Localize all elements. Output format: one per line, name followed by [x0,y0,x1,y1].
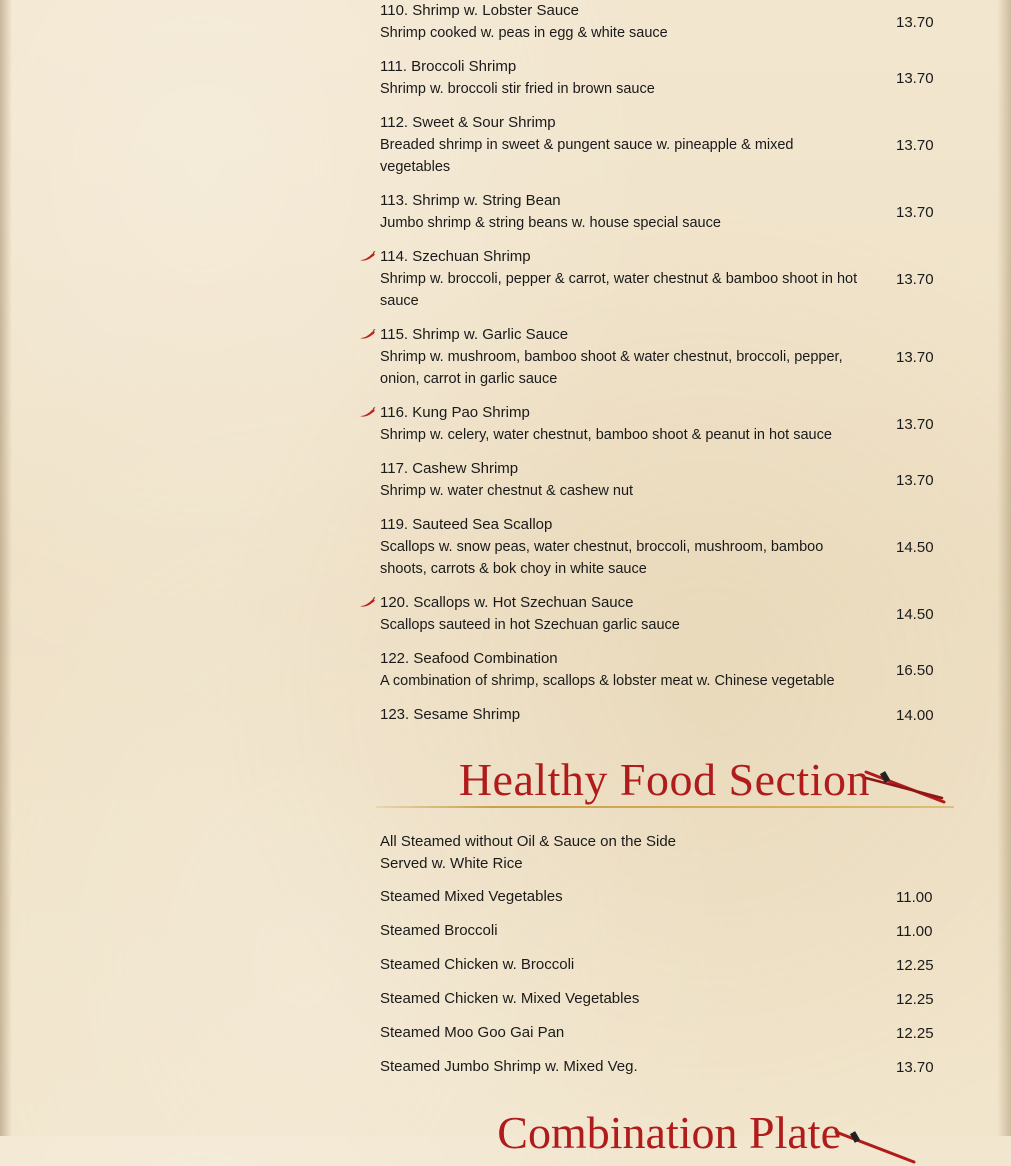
menu-item-name: 122. Seafood Combination [380,650,558,667]
menu-item-name: 110. Shrimp w. Lobster Sauce [380,2,579,19]
menu-item [355,1050,955,1084]
healthy-section-note [380,831,676,875]
note-line: Served w. White Rice [380,855,523,872]
menu-item-price: 13.70 [896,69,934,87]
menu-item-price: 13.70 [896,136,934,154]
menu-item-name: 111. Broccoli Shrimp [380,58,517,75]
chili-pepper-icon [358,597,376,609]
section-title: Combination Plate [497,1107,841,1158]
menu-item-description: Shrimp w. broccoli, pepper & carrot, water chestnut & bamboo shoot in hot sauce [380,271,858,309]
menu-item-description: Shrimp w. broccoli stir fried in brown sauce [380,81,655,97]
menu-item-price: 13.70 [896,203,934,221]
menu-item [355,396,955,452]
chili-pepper-icon [358,407,376,419]
chili-pepper-icon [358,251,376,263]
menu-item-name: 112. Sweet & Sour Shrimp [380,114,556,131]
menu-item-price: 14.00 [896,706,934,724]
menu-item-body [380,112,865,178]
menu-item-body [380,402,865,446]
menu-item [355,0,955,50]
section-divider [376,806,954,808]
menu-item-name: 115. Shrimp w. Garlic Sauce [380,326,569,343]
menu-item [355,880,955,914]
menu-item-body [380,988,865,1010]
menu-item-name: 120. Scallops w. Hot Szechuan Sauce [380,594,634,611]
menu-item-body [380,886,865,908]
menu-item-name: Steamed Jumbo Shrimp w. Mixed Veg. [380,1058,638,1075]
menu-item-price: 13.70 [896,415,934,433]
menu-item-description: Shrimp w. celery, water chestnut, bamboo shoot & peanut in hot sauce [380,427,832,443]
paper-edge-left [0,0,12,1136]
menu-item-price: 12.25 [896,1024,934,1042]
menu-item-price: 12.25 [896,956,934,974]
menu-item [355,914,955,948]
menu-item-description: Shrimp w. mushroom, bamboo shoot & water chestnut, broccoli, pepper, onion, carrot in garlic sauce [380,349,843,387]
menu-item-price: 11.00 [896,922,933,940]
menu-item-name: 119. Sauteed Sea Scallop [380,516,553,533]
menu-item-body [380,704,865,726]
menu-item-body [380,514,865,580]
menu-item-price: 11.00 [896,888,933,906]
menu-item-body [380,0,865,44]
healthy-menu-list [355,880,955,1084]
menu-item-name: Steamed Moo Goo Gai Pan [380,1024,565,1041]
menu-item-price: 12.25 [896,990,934,1008]
menu-item [355,948,955,982]
menu-item-name: 113. Shrimp w. String Bean [380,192,561,209]
menu-item [355,642,955,698]
menu-item-body [380,458,865,502]
menu-item-body [380,246,865,312]
chopsticks-icon [864,766,948,806]
menu-item-body [380,954,865,976]
menu-item-description: Breaded shrimp in sweet & pungent sauce w. pineapple & mixed vegetables [380,137,794,175]
menu-item-price: 14.50 [896,605,934,623]
menu-item-price: 13.70 [896,348,934,366]
menu-item [355,50,955,106]
menu-item-price: 16.50 [896,661,934,679]
menu-item-body [380,56,865,100]
menu-item [355,240,955,318]
menu-item-price: 13.70 [896,270,934,288]
healthy-food-section-header [376,750,954,808]
menu-item [355,508,955,586]
seafood-menu-list [355,0,955,732]
menu-item-name: Steamed Broccoli [380,922,498,939]
menu-item-price: 13.70 [896,471,934,489]
menu-item-description: Scallops sauteed in hot Szechuan garlic sauce [380,617,680,633]
chili-pepper-icon [358,329,376,341]
combination-plate-section-header [376,1104,954,1158]
menu-item-name: 117. Cashew Shrimp [380,460,519,477]
paper-edge-right [997,0,1011,1136]
menu-item-name: 123. Sesame Shrimp [380,706,521,723]
menu-item-name: 114. Szechuan Shrimp [380,248,531,265]
menu-item-name: Steamed Mixed Vegetables [380,888,563,905]
menu-item [355,698,955,732]
menu-item [355,982,955,1016]
section-title: Healthy Food Section [458,754,870,805]
menu-item-price: 14.50 [896,538,934,556]
menu-item-description: A combination of shrimp, scallops & lobster meat w. Chinese vegetable [380,673,835,689]
menu-item [355,184,955,240]
menu-item-description: Jumbo shrimp & string beans w. house special sauce [380,215,721,231]
chopsticks-icon [834,1126,918,1166]
menu-item-description: Shrimp w. water chestnut & cashew nut [380,483,634,499]
menu-item [355,586,955,642]
menu-item-price: 13.70 [896,13,934,31]
menu-item-description: Shrimp cooked w. peas in egg & white sauce [380,25,668,41]
menu-item-body [380,190,865,234]
menu-item [355,318,955,396]
menu-item-body [380,648,865,692]
menu-item-name: Steamed Chicken w. Mixed Vegetables [380,990,640,1007]
note-line: All Steamed without Oil & Sauce on the Side [380,833,677,850]
menu-item-body [380,920,865,942]
menu-item [355,106,955,184]
menu-item-name: Steamed Chicken w. Broccoli [380,956,575,973]
menu-item-body [380,1056,865,1078]
menu-item-description: Scallops w. snow peas, water chestnut, broccoli, mushroom, bamboo shoots, carrots & bok choy in white sauce [380,539,824,577]
menu-item [355,1016,955,1050]
menu-item-body [380,324,865,390]
menu-item-body [380,592,865,636]
menu-item [355,452,955,508]
menu-item-body [380,1022,865,1044]
menu-item-price: 13.70 [896,1058,934,1076]
menu-item-name: 116. Kung Pao Shrimp [380,404,530,421]
